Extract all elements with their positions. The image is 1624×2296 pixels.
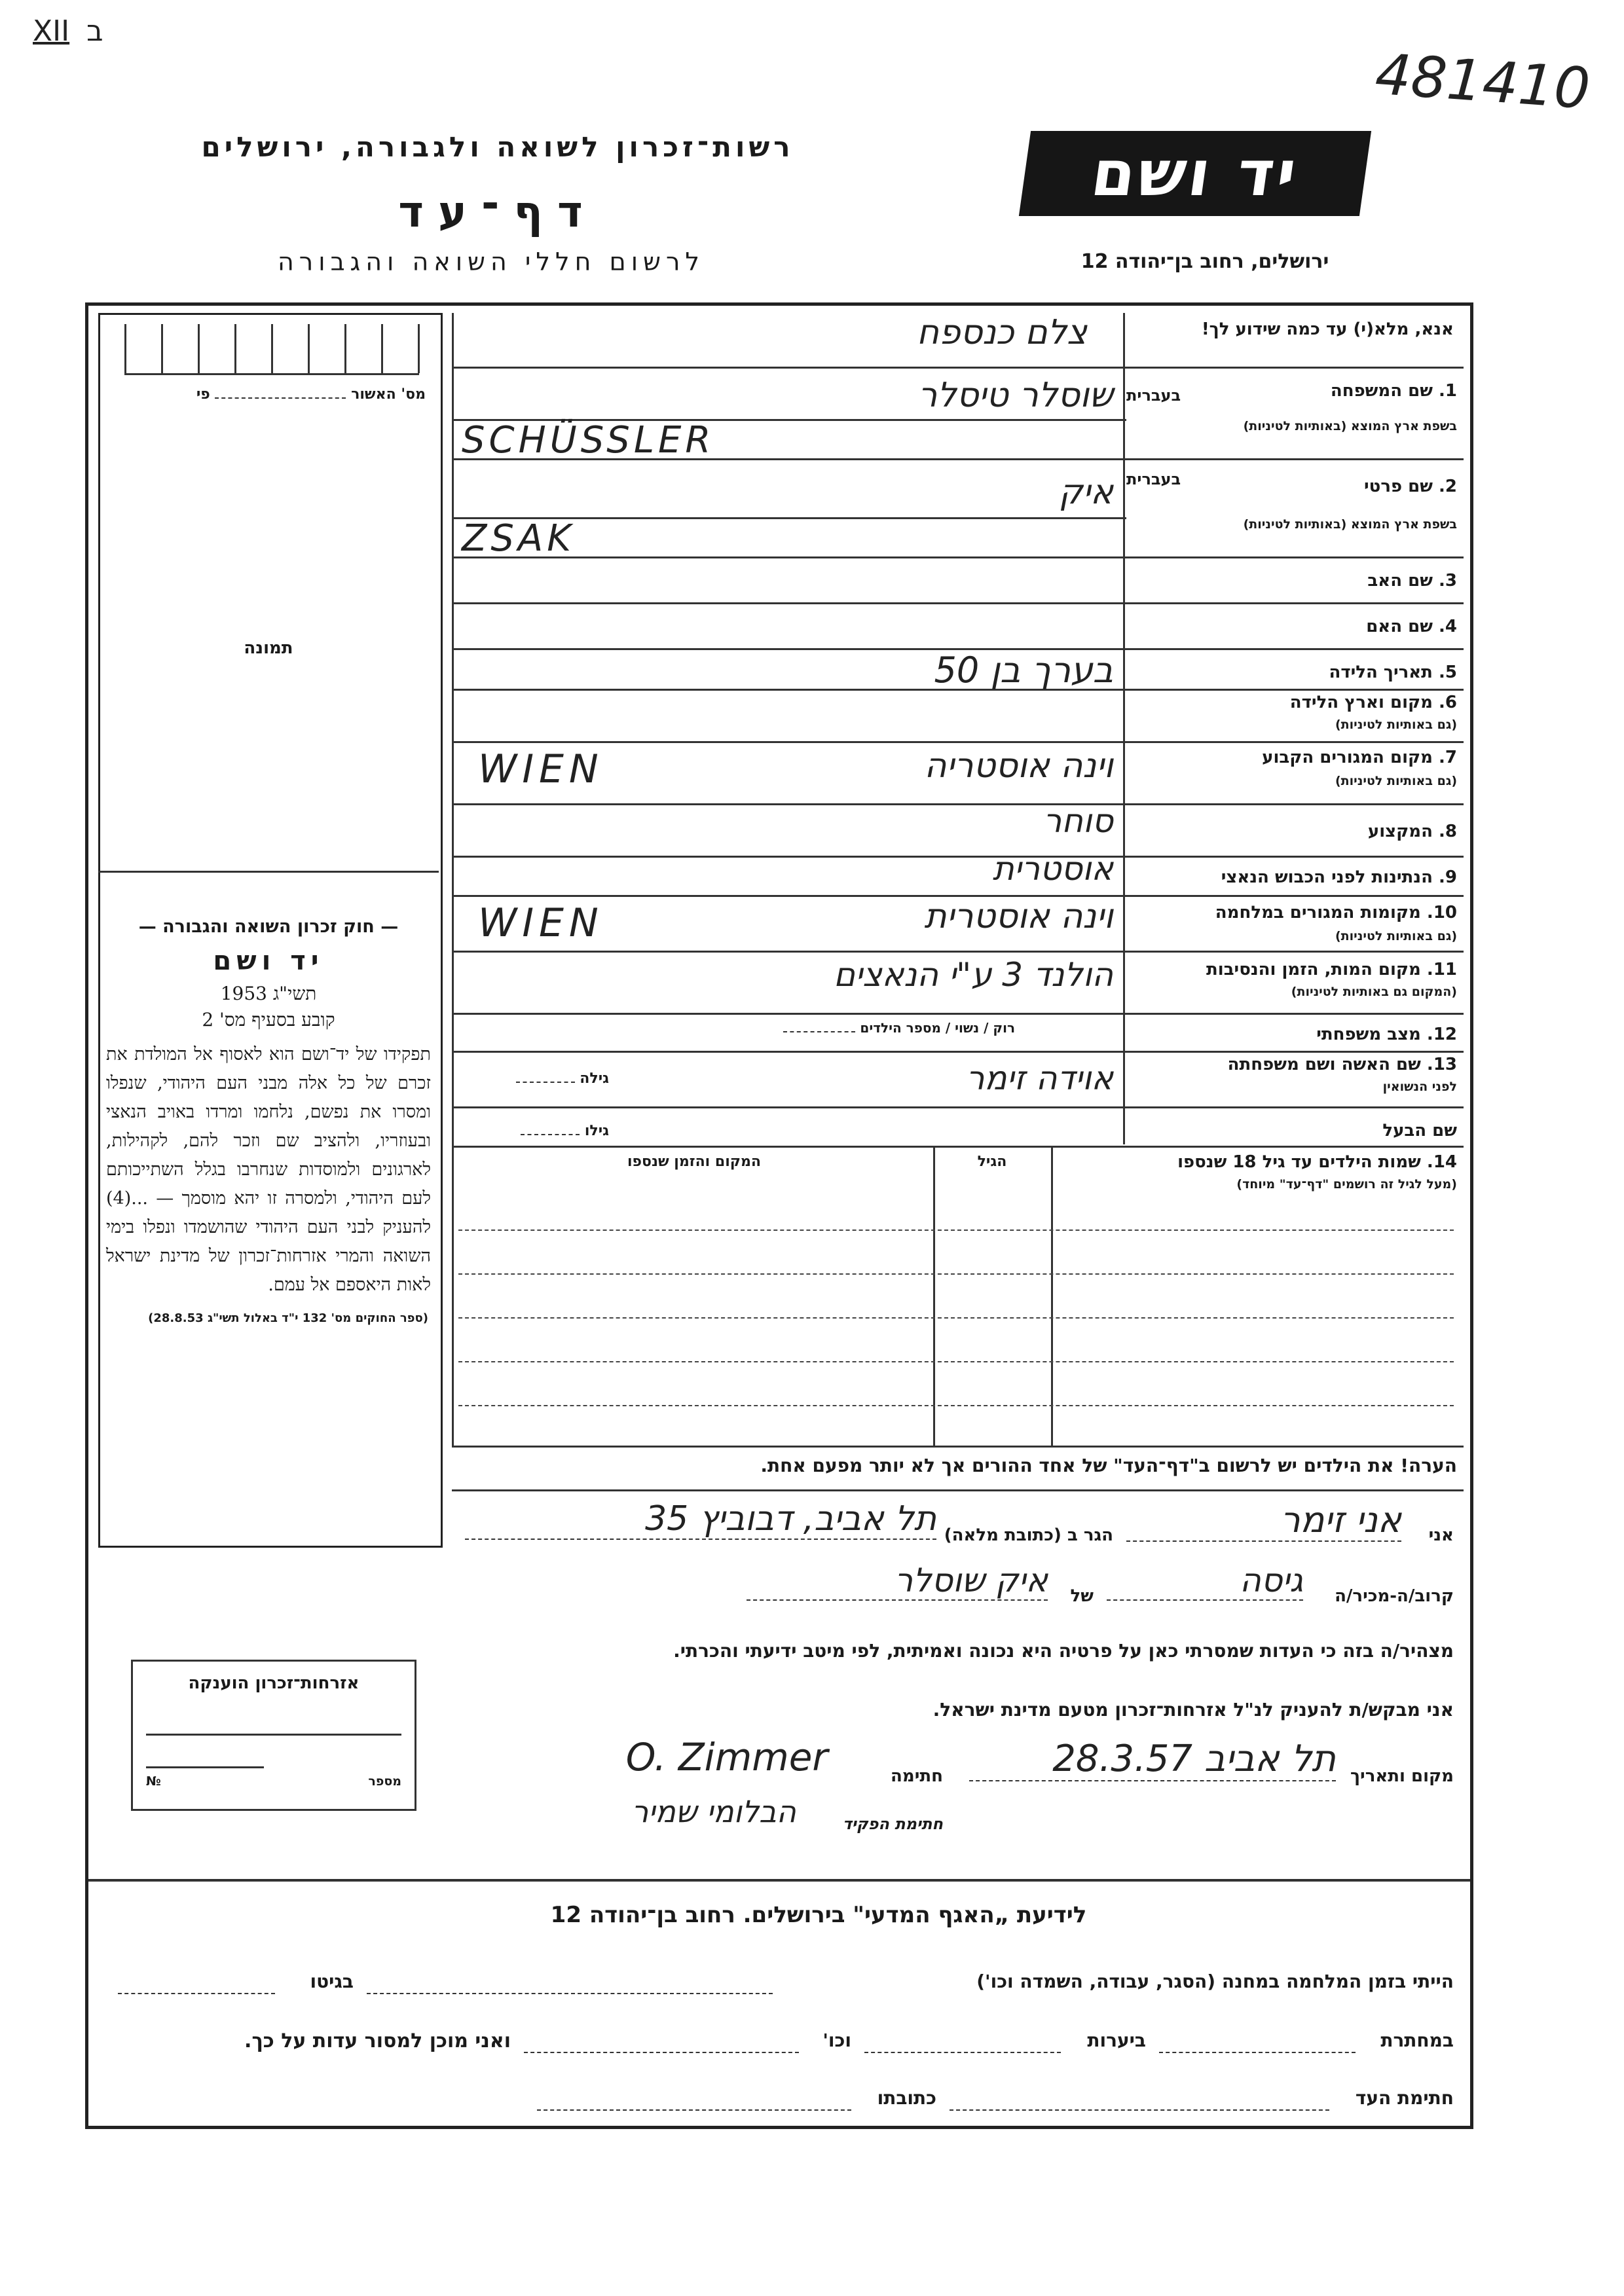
- field-2-num: 2.: [1439, 477, 1457, 496]
- field-5-value: בערך בן 50: [934, 649, 1113, 691]
- approval-grid: [124, 324, 419, 375]
- field-8-label: המקצוע: [1367, 822, 1433, 841]
- law-name: יד ושם: [213, 946, 324, 976]
- field-11-num: 11.: [1426, 960, 1457, 979]
- field-13-value: אוידה זימר: [966, 1059, 1113, 1097]
- children-label: שמות הילדים עד גיל 18 שנספו: [1177, 1152, 1421, 1172]
- bottom-line3: [105, 2087, 1454, 2120]
- law-year: תשי"ג 1953: [220, 983, 317, 1004]
- bottom-title: לידיעת „האגף המדעי" בירושלים. רחוב בן־יהודה 12: [550, 1902, 1087, 1928]
- bottom-forests: ביערות: [1087, 2030, 1146, 2051]
- official-signature: הבלומי שמיר: [631, 1794, 796, 1829]
- field-7-latin-value: WIEN: [478, 746, 604, 792]
- declarant-relation: גיסה: [1107, 1561, 1303, 1601]
- field-10-sub: (גם באותיות לטיניות): [1335, 929, 1457, 943]
- field-12-value: [648, 1020, 1015, 1036]
- field-6-sub: (גם באותיות לטיניות): [1335, 718, 1457, 732]
- field-13-sub: לפני הנשואין: [1382, 1080, 1457, 1094]
- children-place-col: המקום והזמן שנספו: [627, 1154, 761, 1170]
- archive-number: 481410: [1373, 41, 1593, 122]
- request-text: אני מבקש/ת להעניק לנ"ל אזרחות־זכרון מטעם מדינת ישראל.: [932, 1699, 1454, 1721]
- field-11-label: מקום המות, הזמן והנסיבות: [1206, 960, 1421, 979]
- bottom-witness-sig: חתימת העד: [1355, 2087, 1454, 2109]
- corner-mark: [33, 14, 103, 48]
- field-12-options: רוק / נשוי / מספר הילדים: [860, 1020, 1015, 1036]
- field-1-heb-value: שוסלר טיסלר: [917, 376, 1113, 415]
- bottom-line1-text: הייתי בזמן המלחמה במחנה (הסגר, עבודה, השמדה וכו'): [976, 1971, 1454, 1992]
- field-10-heb-value: וינה אוסטרית: [924, 897, 1113, 936]
- field-9-label: הנתינות לפני הכבוש הנאצי: [1221, 867, 1433, 887]
- field-10-latin-value: WIEN: [478, 900, 604, 946]
- law-clause: קובע בסעיף מס' 2: [202, 1009, 335, 1030]
- field-9-value: אוסטרית: [992, 850, 1113, 888]
- declarant-of-value: איק שוסלר: [747, 1561, 1048, 1601]
- intro-label: אנא, מלא(י) עד כמה שידוע לך!: [1201, 319, 1454, 339]
- corner-mark-roman: XII: [33, 14, 70, 48]
- law-text: תפקידו של יד־ושם הוא לאסוף אל המולדת את זכרם של כל אלה מבני העם היהודי, שנפלו ומסרו את נפשם, נלחמו ומרדו באויב הנאצי ובעוזריו, ולהציב שם וזכר להם, לקהילות, לארגונים ולמוסדות שנחרבו בגלל השתייכותם לעם היהודי, ולמסרה זו יהא מוסמך — ...(4) להעניק לבני העם היהודי שהושמדו ונפלו בימי השואה והמרי אזרחות־זכרון של מדינת ישראל לאות היאספם אל עמם.: [106, 1044, 431, 1295]
- field-1-label: שם המשפחה: [1330, 381, 1433, 401]
- logo-text: יד ושם: [1086, 137, 1304, 210]
- children-header: [1054, 1152, 1457, 1192]
- field-13-num: 13.: [1426, 1055, 1457, 1074]
- field-2-label: שם פרטי: [1364, 477, 1433, 496]
- field-10-num: 10.: [1426, 903, 1457, 922]
- wife-age-label: גילה: [580, 1070, 609, 1087]
- bottom-underground: במחתרת: [1380, 2030, 1454, 2051]
- bottom-etc: וכו': [822, 2030, 851, 2051]
- field-11-value: הולנד 3 ע"י הנאצים: [833, 956, 1113, 994]
- field-1-num: 1.: [1439, 381, 1457, 401]
- field-1-latin-value: SCHÜSSLER: [462, 419, 715, 462]
- place-date: תל אביב 28.3.57: [969, 1738, 1336, 1781]
- declarant-i-label: אני: [1428, 1525, 1454, 1545]
- official-line: [458, 1794, 1454, 1846]
- address: ירושלים, רחוב בן־יהודה 12: [1080, 250, 1329, 273]
- declarant-relative-label: קרוב/ה-מכיר/ה: [1335, 1586, 1454, 1606]
- field-1-sub: בשפת ארץ המוצא (באותיות לטיניות): [1243, 419, 1457, 433]
- declarant-name: אני זימר: [1126, 1499, 1401, 1542]
- field-6-num: 6.: [1439, 693, 1457, 712]
- children-sub: (מעל לגיל זה רושמים "דף־עד" מיוחד): [1236, 1177, 1457, 1192]
- signature: O. Zimmer: [625, 1735, 828, 1779]
- note: הערה! את הילדים יש לרשום ב"דף־העד" של אחד ההורים אך לא יותר מפעם אחת.: [760, 1455, 1457, 1476]
- citizenship-no: №: [146, 1774, 161, 1789]
- field-7-num: 7.: [1439, 748, 1457, 767]
- bottom-line2: [105, 2030, 1454, 2062]
- husband-age-label: גילו: [584, 1123, 609, 1139]
- field-5-num: 5.: [1439, 663, 1457, 682]
- approval-prefix: פי: [196, 386, 210, 403]
- official-label: חתימת הפקיד: [842, 1815, 943, 1833]
- field-3-num: 3.: [1439, 571, 1457, 591]
- field-11-sub: (המקום גם באותיות לטיניות): [1291, 985, 1457, 999]
- field-7-sub: (גם באותיות לטיניות): [1335, 774, 1457, 788]
- signature-label: חתימה: [891, 1766, 943, 1786]
- place-date-label: מקום ותאריך: [1350, 1766, 1454, 1786]
- field-2-tag: בעברית: [1126, 470, 1181, 488]
- bottom-ghetto: בגיטו: [310, 1971, 354, 1992]
- field-2-heb-value: איק: [1058, 473, 1113, 512]
- declarant-address: תל אביב, דבוביץ 35: [465, 1499, 936, 1540]
- field-6-label: מקום וארץ הלידה: [1289, 693, 1433, 712]
- law-title: — חוק זכרון השואה והגבורה —: [138, 917, 399, 937]
- citizenship-title: אזרחות־זכרון הוענקה: [188, 1673, 360, 1693]
- children-age-col: הגיל: [977, 1154, 1007, 1170]
- field-13-label: שם האשה ושם משפחתה: [1227, 1055, 1421, 1074]
- field-2-latin-value: ZSAK: [462, 517, 575, 560]
- intro-value: צלם כנספח: [917, 313, 1087, 352]
- husband-label: שם הבעל: [1382, 1121, 1457, 1140]
- wife-age: [491, 1070, 609, 1087]
- law-source: (ספר החוקים מס' 132 י"ד באלול תשי"ג 28.8.53): [148, 1311, 428, 1325]
- doc-title: דף־עד: [398, 187, 597, 237]
- declarant-line2: [458, 1561, 1454, 1614]
- bottom-willing: ואני מוכן למסור עדות על כך.: [244, 2030, 511, 2052]
- citizenship-box: [131, 1660, 416, 1811]
- field-10-label: מקומות המגורים במלחמה: [1215, 903, 1421, 922]
- yad-vashem-logo: [1019, 131, 1371, 216]
- field-4-label: שם האם: [1366, 617, 1433, 636]
- declarant-residing-label: הגר ב (כתובת מלאה): [944, 1525, 1113, 1545]
- signature-line: [458, 1735, 1454, 1794]
- field-4-num: 4.: [1439, 617, 1457, 636]
- field-2-sub: בשפת ארץ המוצא (באותיות לטיניות): [1243, 517, 1457, 532]
- corner-mark-letter: ב: [86, 14, 103, 48]
- photo-label: תמונה: [244, 638, 293, 658]
- field-3-label: שם האב: [1367, 571, 1433, 591]
- field-8-num: 8.: [1439, 822, 1457, 841]
- field-7-heb-value: וינה אוסטריה: [924, 746, 1113, 786]
- bottom-address: כתובתו: [877, 2087, 936, 2109]
- bottom-line1: [105, 1971, 1454, 2003]
- field-12-num: 12.: [1426, 1025, 1457, 1044]
- declaration-text: מצהיר/ה בזה כי העדות שמסרתי כאן על פרטיה היא נכונה ואמיתית, לפי מיטב ידיעתי והכרתי.: [673, 1640, 1454, 1662]
- field-12-label: מצב משפחתי: [1316, 1025, 1421, 1044]
- law-block: [98, 917, 439, 1325]
- children-num: 14.: [1426, 1152, 1457, 1172]
- field-labels: [1126, 367, 1457, 1146]
- husband-age: [491, 1123, 609, 1139]
- org-line: רשות־זכרון לשואה ולגבורה, ירושלים: [201, 131, 794, 163]
- approval-number-label: [105, 386, 426, 403]
- field-8-value: סוחר: [1043, 802, 1113, 840]
- declarant-line1: [458, 1499, 1454, 1558]
- doc-subtitle: לרשום חללי השואה והגבורה: [277, 247, 705, 276]
- declarant-of-label: של: [1070, 1586, 1094, 1606]
- approval-label: מס' האשור: [351, 386, 426, 403]
- field-1-tag: בעברית: [1126, 386, 1181, 405]
- field-9-num: 9.: [1439, 867, 1457, 887]
- citizenship-number-label: מספר: [368, 1774, 401, 1789]
- field-5-label: תאריך הלידה: [1329, 663, 1433, 682]
- field-7-label: מקום המגורים הקבוע: [1262, 748, 1433, 767]
